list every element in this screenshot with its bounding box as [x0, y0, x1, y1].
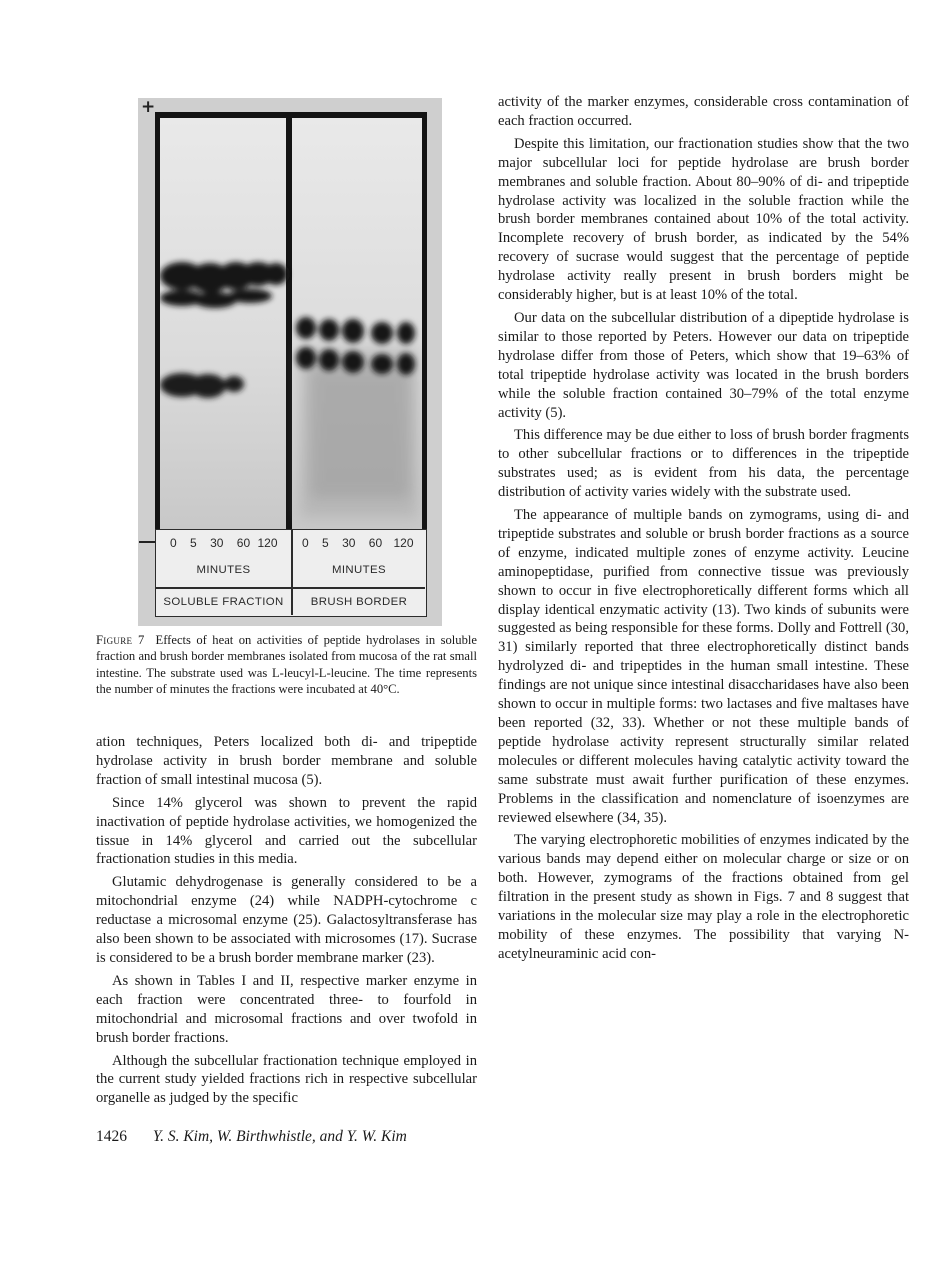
right-column: [498, 93, 909, 968]
soluble-fraction-lane: [160, 118, 286, 530]
time-ticks-brush-border: [302, 536, 424, 550]
paragraph: The varying electrophoretic mobilities of enzymes indicated by the various bands may depend either on molecular charge or size or on both. However, zymograms of the fractions obtained from gel filtration in the present study as shown in Figs. 7 and 8 suggest that variations in the molecular size may play a role in the electrophoretic mobility of these enzymes. The possibility that varying N-acetylneuraminic acid con-: [498, 832, 909, 962]
lane-divider: [286, 118, 292, 530]
caption-text: Effects of heat on activities of peptide hydrolases in soluble fraction and brush border membranes isolated from mucosa of the rat small intestine. The substrate used was L-leucyl-L-leucine. The time represents the number of minutes the fractions were incubated at 40°C.: [96, 633, 477, 696]
tick-label: 0: [170, 536, 177, 550]
paragraph: Our data on the subcellular distribution of a dipeptide hydrolase is similar to those reported by Peters. However our data on tripeptide hydrolase differ from those of Peters, which show that 19–63% of total tripeptide hydrolase activity was located in the brush borders while the soluble fraction contained 30–79% of the total enzyme activity (5).: [498, 309, 909, 421]
tick-label: 60: [236, 536, 251, 550]
paragraph: This difference may be due either to loss of brush border fragments to other subcellular fractions or to differences in the tripeptide substrates used; as is evident from his data, the percentage distribution of activity varies widely with the substrate used.: [498, 427, 909, 501]
tick-label: 120: [257, 536, 278, 550]
paragraph: Since 14% glycerol was shown to prevent the rapid inactivation of peptide hydrolase activities, we homogenized the tissue in 14% glycerol and carried out the subcellular fractionation studies in this media.: [96, 794, 477, 868]
table-row-divider: [156, 587, 425, 589]
paragraph: Despite this limitation, our fractionation studies show that the two major subcellular loci for peptide hydrolase are brush border membranes and soluble fraction. About 80–90% of di- and tripeptide hydrolase activity was localized in the soluble fraction while the brush border membranes contained about 10% of the total activity. Incomplete recovery of brush border, as indicated by the 54% recovery of sucrase would suggest that the percentage of peptide hydrolase activity really present in brush borders might be considerably higher, but is at least 10% of the total.: [498, 135, 909, 304]
minutes-label-brush-border: MINUTES: [331, 564, 387, 576]
running-authors: Y. S. Kim, W. Birthwhistle, and Y. W. Kim: [152, 1128, 407, 1145]
fraction-label-soluble: SOLUBLE FRACTION: [163, 596, 284, 608]
paragraph: The appearance of multiple bands on zymograms, using di- and tripeptide substrates and soluble or brush border fractions as a source of enzyme, indicated multiple zones of enzyme activity. Leucine aminopeptidase, purified from connective tissue was previously shown to occur in five electrophoretically different forms which all display identical enzymatic activity (13). Two kinds of subunits were suggested as being responsible for these forms. Dolly and Fottrell (30, 31) similarly reported that three electrophoretically distinct bands hydrolyzed di- and tripeptides in the human small intestine. These findings are not unique since intestinal disaccharidases have also been shown to occur in multiple forms: two lactases and five maltases have been reported (32, 33). Whether or not these multiple bands of peptide hydrolase activity represent structurally similar related molecules or different molecules having catalytic activity toward the same substrate must await further purification of these enzymes. Problems in the classification and nomenclature of isoenzymes are reviewed elsewhere (34, 35).: [498, 507, 909, 826]
time-ticks-soluble: [170, 536, 288, 550]
anode-plus-marker: +: [141, 97, 156, 117]
paragraph: ation techniques, Peters localized both di- and tripeptide hydrolase activity in brush border membrane and soluble fraction of small intestinal mucosa (5).: [96, 734, 477, 788]
tick-label: 5: [190, 536, 197, 550]
tick-label: 5: [322, 536, 329, 550]
paragraph: As shown in Tables I and II, respective marker enzyme in each fraction were concentrated three- to fourfold in mitochondrial and microsomal fractions and over twofold in brush border fractions.: [96, 972, 477, 1046]
minutes-label-soluble: MINUTES: [196, 564, 251, 576]
figure-caption: [96, 632, 477, 697]
figure-label-table: [155, 529, 427, 617]
paragraph: Although the subcellular fractionation technique employed in the current study yielded fractions rich in respective subcellular organelle as judged by the specific: [96, 1052, 477, 1107]
page-footer: [96, 1128, 496, 1146]
tick-label: 0: [302, 536, 309, 550]
fraction-label-brush-border: BRUSH BORDER: [310, 596, 408, 608]
tick-label: 60: [368, 536, 383, 550]
tick-label: 30: [210, 536, 224, 550]
figure-label: Figure 7: [96, 633, 145, 647]
left-column: [96, 733, 477, 1112]
page-number: 1426: [96, 1128, 127, 1145]
tick-label: 30: [342, 536, 356, 550]
paragraph: Glutamic dehydrogenase is generally considered to be a mitochondrial enzyme (24) while NADPH-cytochrome c reductase a microsomal enzyme (25). Galactosyltransferase has also been shown to be associated with microsomes (17). Sucrase is considered to be a brush border membrane marker (23).: [96, 874, 477, 966]
paragraph: activity of the marker enzymes, considerable cross contamination of each fraction occurred.: [498, 94, 909, 129]
zymogram-gel: [160, 118, 422, 530]
tick-label: 120: [393, 536, 414, 550]
